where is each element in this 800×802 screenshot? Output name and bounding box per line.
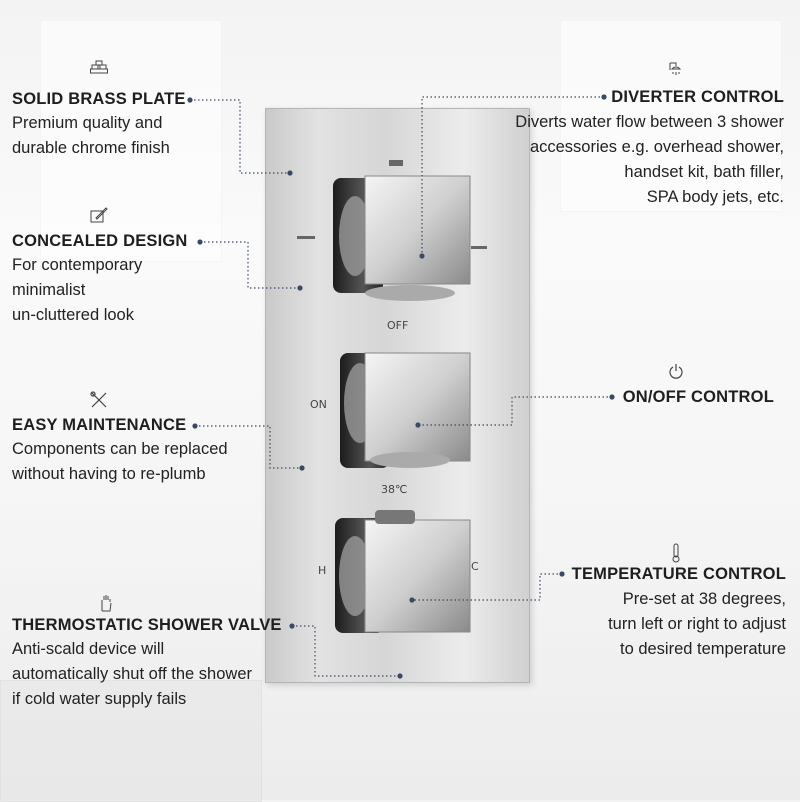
hand-icon (99, 594, 113, 612)
hot-label: H (318, 564, 327, 577)
thermometer-icon (671, 543, 681, 563)
onoff-control-title: ON/OFF CONTROL (622, 388, 774, 406)
concealed-design-desc: For contemporary minimalist un-cluttered look (12, 256, 143, 324)
diverter-control-desc: Diverts water flow between 3 shower accessories e.g. overhead shower, handset kit, bath filler, SPA body jets, etc. (515, 113, 784, 206)
callout-easy-maintenance (12, 416, 228, 487)
off-label: OFF (387, 319, 409, 332)
callout-concealed-design (12, 232, 188, 328)
tools-icon (90, 391, 108, 409)
design-pencil-icon (90, 207, 108, 223)
concealed-design-title: CONCEALED DESIGN (12, 232, 188, 250)
cold-label: C (471, 560, 479, 573)
callout-temperature-control (572, 565, 786, 662)
solid-brass-plate-desc: Premium quality and durable chrome finish (12, 114, 170, 157)
diverter-control-title: DIVERTER CONTROL (611, 88, 784, 106)
on-label: ON (310, 398, 327, 411)
temperature-preset-label: 38℃ (381, 483, 408, 496)
temperature-control-title: TEMPERATURE CONTROL (571, 565, 786, 583)
thermostatic-valve-desc: Anti-scald device will automatically shut off the shower if cold water supply fails (12, 640, 252, 708)
easy-maintenance-title: EASY MAINTENANCE (12, 416, 187, 434)
temperature-control-desc: Pre-set at 38 degrees, turn left or right to adjust to desired temperature (608, 590, 786, 658)
easy-maintenance-desc: Components can be replaced without having to re-plumb (12, 440, 228, 483)
solid-brass-plate-title: SOLID BRASS PLATE (12, 90, 186, 108)
gold-bars-icon (90, 60, 108, 74)
thermostatic-valve-title: THERMOSTATIC SHOWER VALVE (12, 616, 282, 634)
shower-head-icon (668, 62, 684, 80)
callout-diverter-control (515, 88, 784, 210)
power-icon (668, 363, 684, 380)
callout-onoff-control (623, 388, 774, 407)
callout-thermostatic-valve (12, 616, 282, 712)
callout-solid-brass-plate (12, 90, 186, 161)
